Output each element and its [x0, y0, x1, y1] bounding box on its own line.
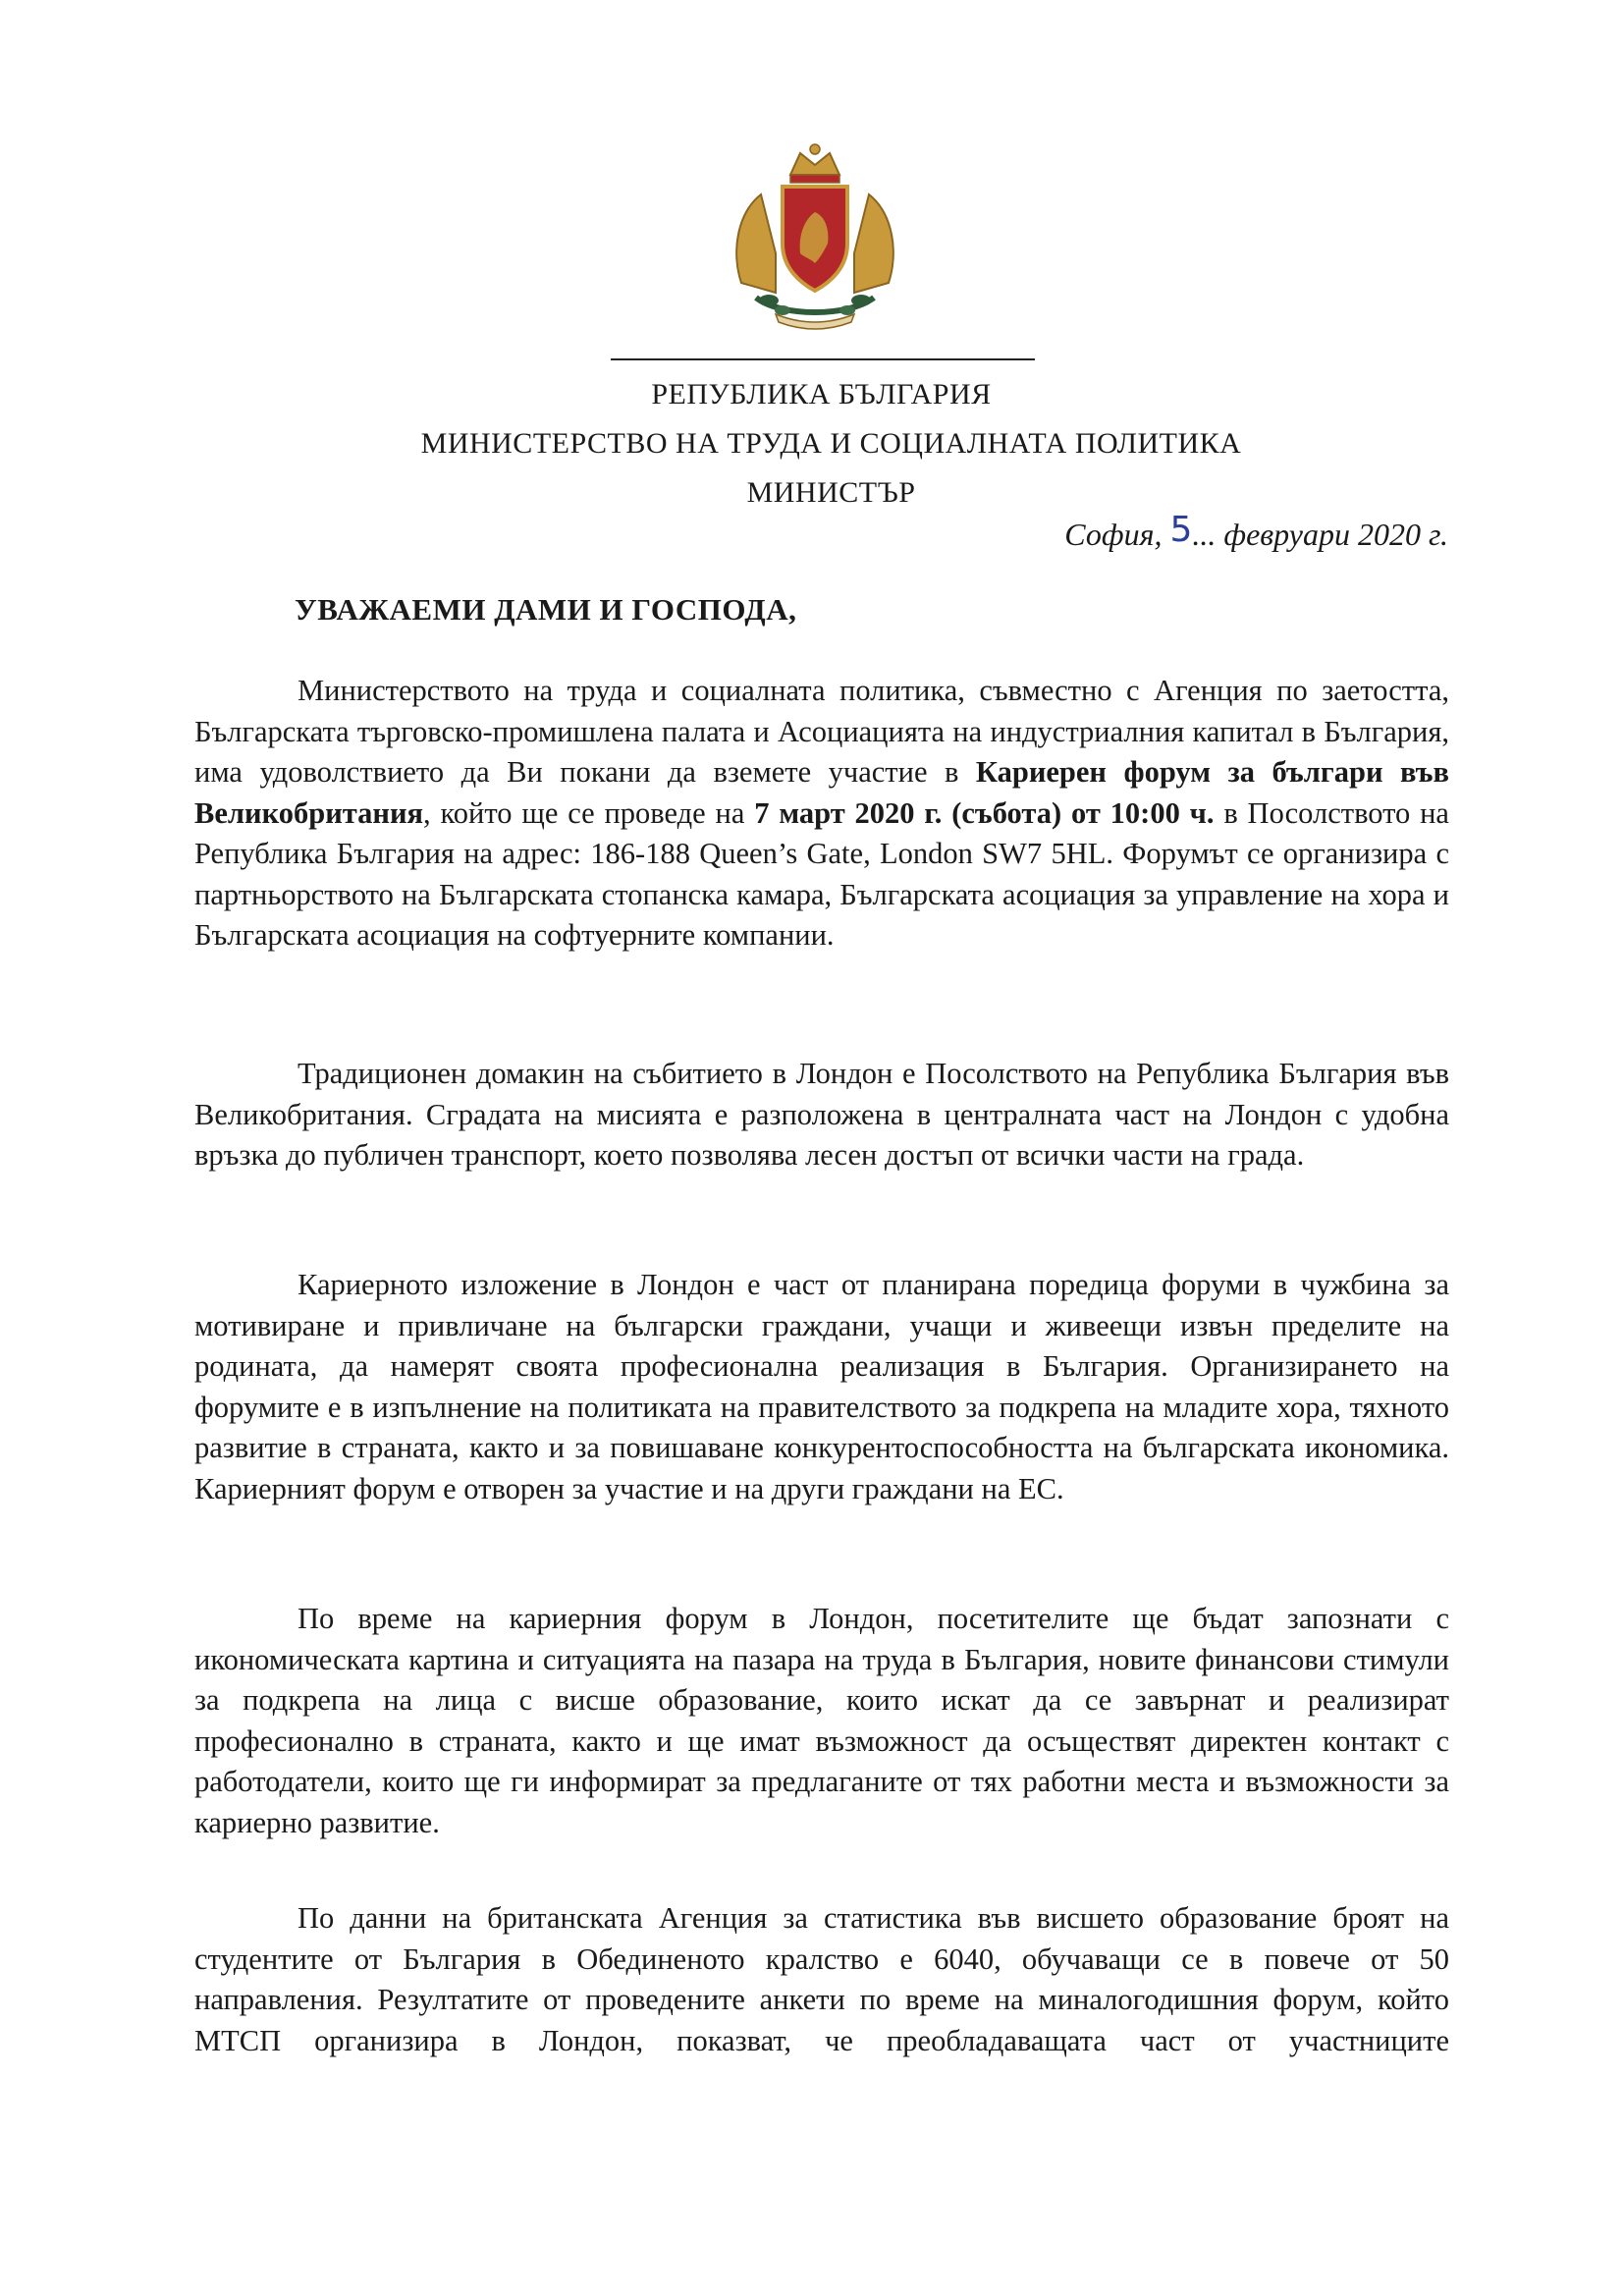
paragraph-text: , който ще се проведе на [423, 795, 755, 830]
coat-of-arms-icon [722, 136, 908, 332]
paragraph-host: Традиционен домакин на събитието в Лондон е Посолството на Република България във Великобритания. Сградата на мисията е разположена в централната част на Лондон с удобна връзка до публичен транспорт, което позволява лесен достъп от всички части на града. [194, 1057, 1449, 1172]
paragraph-invitation [194, 671, 1449, 957]
paragraph-text: в Посолството на Република България на адрес: 186-188 Queen’s Gate, London SW7 5HL. Форумът се организира с партньорството на Българската стопанска камара, Българската асоциация за управление на хора и Българската асоциация на софтуерните компании. [194, 795, 1449, 952]
header-divider [611, 358, 1035, 360]
paragraph-purpose: Кариерното изложение в Лондон е част от планирана поредица форуми в чужбина за мотивиране и привличане на български граждани, учащи и живеещи извън пределите на родината, да намерят своята професионална реализация в България. Организирането на форумите е в изпълнение на политиката на правителството за подкрепа на младите хора, тяхното развитие в страната, както и за повишаване конкурентоспособността на българската икономика. Кариерният форум е отворен за участие и на други граждани на ЕС. [194, 1268, 1449, 1505]
date-suffix: ... февруари 2020 г. [1192, 517, 1448, 552]
date-prefix: София, [1064, 517, 1170, 552]
handwritten-day: 5 [1169, 510, 1193, 550]
position-title: МИНИСТЪР [746, 476, 916, 509]
event-datetime: 7 март 2020 г. (събота) от 10:00 ч. [754, 795, 1215, 830]
paragraph-statistics: По данни на британската Агенция за статистика във висшето образование броят на студентите от България в Обединеното кралство е 6040, обучаващи се в повече от 50 направления. Резултатите от проведените анкети по време на миналогодишния форум, който МТСП организира в Лондон, показват, че преобладаващата част от участниците [194, 1901, 1449, 2057]
ministry-name: МИНИСТЕРСТВО НА ТРУДА И СОЦИАЛНАТА ПОЛИТИКА [420, 427, 1242, 460]
country-name: РЕПУБЛИКА БЪЛГАРИЯ [651, 378, 992, 410]
salutation: УВАЖАЕМИ ДАМИ И ГОСПОДА, [295, 592, 797, 627]
paragraph-text: Министерството на труда и социалната политика, съвместно с Агенция по заетостта, Българската търговско-промишлена палата и Асоциацията на индустриалния капитал в България, има удоволствието да Ви покани да вземете участие в [194, 674, 1449, 789]
letter-date [1064, 510, 1448, 554]
paragraph-program: По време на кариерния форум в Лондон, посетителите ще бъдат запознати с икономическата картина и ситуацията на пазара на труда в България, новите финансови стимули за подкрепа на лица с висше образование, които искат да се завърнат и реализират професионално в страната, както и ще имат възможност да осъществят директен контакт с работодатели, които ще ги информират за предлаганите от тях работни места и възможности за кариерно развитие. [194, 1602, 1449, 1839]
event-name: Кариерен форум за българи във Великобритания [194, 755, 1449, 830]
